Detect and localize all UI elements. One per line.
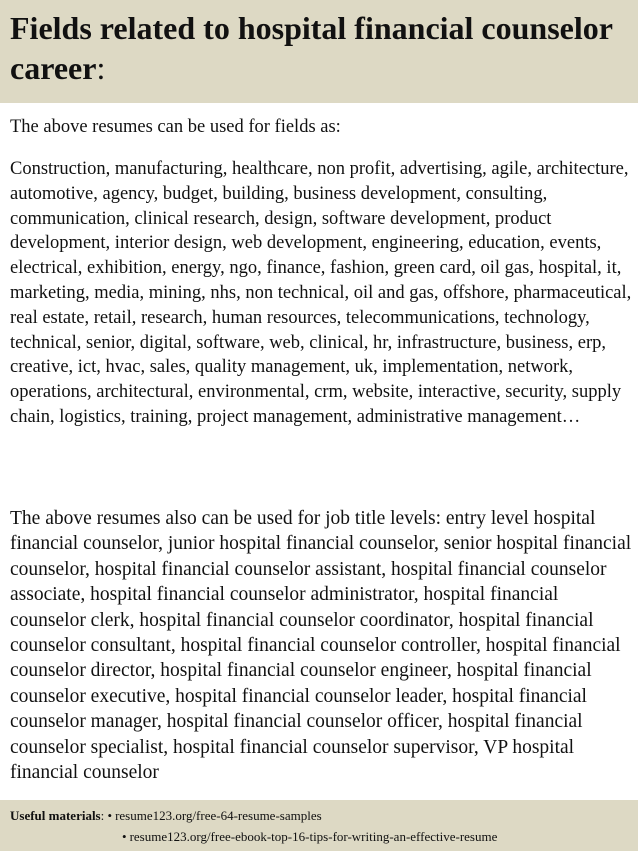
job-levels-paragraph: The above resumes also can be used for job title levels: entry level hospital financial counselor, junior hospital financial counselor, senior hospital financial counselor, hospital financial counselor assistant, hospital financial counselor associate, hospital financial counselor administrator, hospital financial counselor clerk, hospital financial counselor coordinator, hospital financial counselor consultant, hospital financial counselor controller, hospital financial counselor director, hospital financial counselor engineer, hospital financial counselor executive, hospital financial counselor leader, hospital financial counselor manager, hospital financial counselor officer, hospital financial counselor specialist, hospital financial counselor supervisor, VP hospital financial counselor bbox=[10, 508, 632, 784]
footer-row-1 bbox=[10, 808, 322, 824]
bullet-icon: • bbox=[107, 808, 113, 823]
useful-materials-label: Useful materials bbox=[10, 808, 101, 823]
bullet-icon: • bbox=[122, 829, 127, 844]
title-band bbox=[0, 0, 638, 103]
page-title-text: Fields related to hospital financial counselor career bbox=[10, 10, 613, 86]
page-title-colon: : bbox=[96, 50, 106, 86]
fields-list-paragraph: Construction, manufacturing, healthcare, non profit, advertising, agile, architecture, automotive, agency, budget, building, business development, consulting, communication, clinical research, design, software development, product development, interior design, web development, engineering, education, events, electrical, exhibition, energy, ngo, finance, fashion, green card, oil gas, hospital, it, marketing, media, mining, nhs, non technical, oil and gas, offshore, pharmaceutical, real estate, retail, research, human resources, telecommunications, technology, technical, senior, digital, software, web, clinical, hr, infrastructure, business, erp, creative, ict, hvac, sales, quality management, uk, implementation, network, operations, architectural, environmental, crm, website, interactive, security, supply chain, logistics, training, project management, administrative management… bbox=[10, 159, 632, 427]
page-title bbox=[10, 8, 630, 88]
useful-materials-footer bbox=[0, 800, 638, 851]
footer-label-separator: : bbox=[100, 808, 108, 823]
footer-row-2 bbox=[122, 829, 497, 845]
footer-link-resume-samples[interactable]: resume123.org/free-64-resume-samples bbox=[115, 808, 322, 823]
footer-link-ebook-tips[interactable]: resume123.org/free-ebook-top-16-tips-for-writing-an-effective-resume bbox=[129, 829, 498, 844]
intro-text: The above resumes can be used for fields as: bbox=[10, 117, 341, 137]
